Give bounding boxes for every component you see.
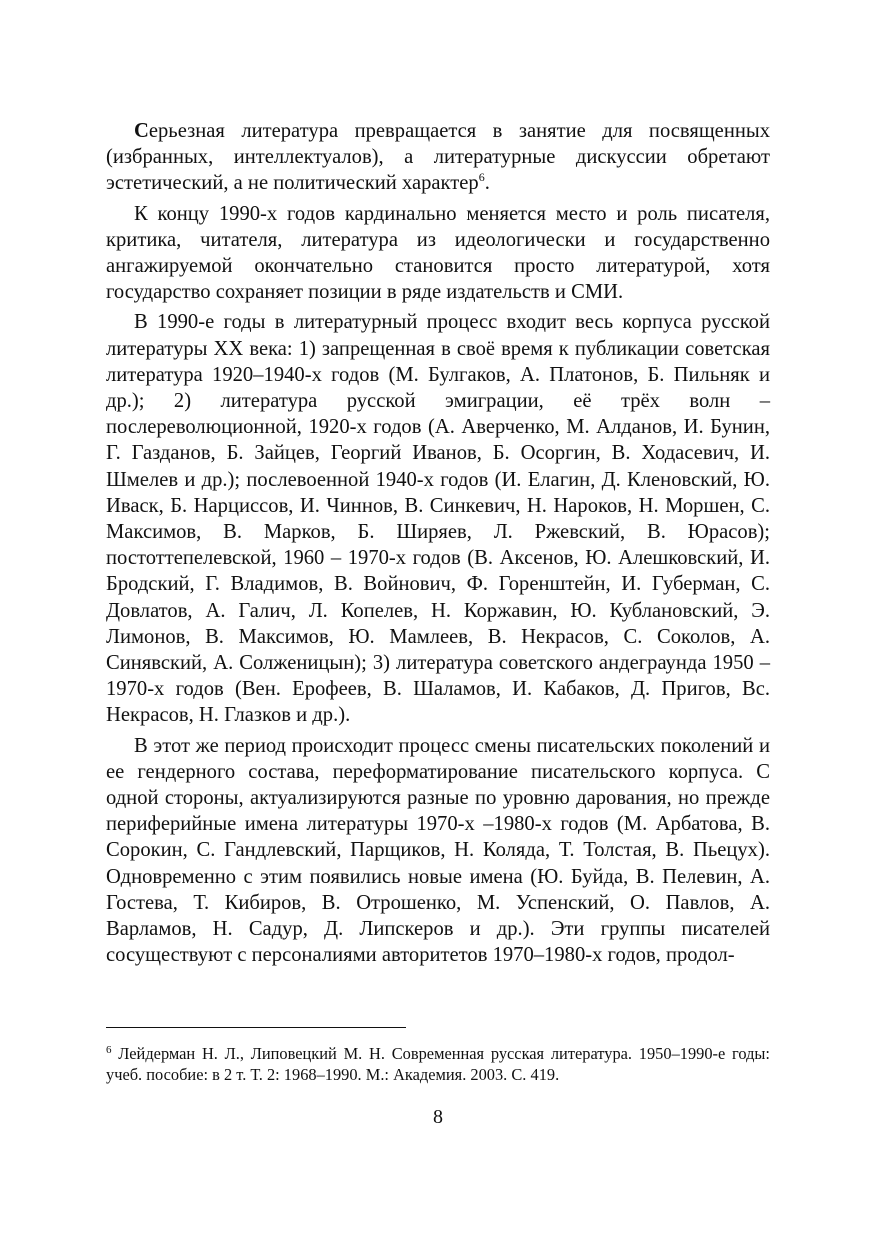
footnote-separator [106, 1027, 406, 1028]
footnote-text: Лейдерман Н. Л., Липовецкий М. Н. Современная русская литература. 1950–1990-е годы: учеб. пособие: в 2 т. Т. 2: 1968–1990. М.: Академия. 2003. С. 419. [106, 1044, 770, 1084]
paragraph-1-text: ерьезная литература превращается в занятие для посвященных (избранных, интеллектуалов), а литературные дискуссии обретают эстетический, а не политический характер [106, 120, 770, 195]
page-number: 8 [433, 1106, 443, 1128]
paragraph-1-end: . [484, 172, 490, 195]
bold-initial-letter: С [134, 120, 149, 142]
footnote [106, 1043, 770, 1085]
footnote-number: 6 [106, 1044, 112, 1056]
paragraph-4: В этот же период происходит процесс смены писательских поколений и ее гендерного состава, переформатирование писательского корпуса. С одной стороны, актуализируются разные по уровню дарования, но прежде периферийные имена литературы 1970-х –1980-х годов (М. Арбатова, В. Сорокин, С. Гандлевский, Парщиков, Н. Коляда, Т. Толстая, В. Пьецух). Одновременно с этим появились новые имена (Ю. Буйда, В. Пелевин, А. Гостева, Т. Кибиров, В. Отрошенко, М. Успенский, О. Павлов, А. Варламов, Н. Садур, Д. Липскеров и др.). Эти группы писателей сосуществуют с персоналиями авторитетов 1970–1980-х годов, продол- [106, 734, 770, 967]
paragraph-2: К концу 1990-х годов кардинально меняется место и роль писателя, критика, читателя, литература из идеологически и государственно ангажируемой окончательно становится просто литературой, хотя государство сохраняет позиции в ряде издательств и СМИ. [106, 202, 770, 304]
paragraph-3: В 1990-е годы в литературный процесс входит весь корпуса русской литературы XX века: 1) запрещенная в своё время к публикации советская литература 1920–1940-х годов (М. Булгаков, А. Платонов, Б. Пильняк и др.); 2) литература русской эмиграции, её трёх волн – послереволюционной, 1920-х годов (А. Аверченко, М. Алданов, И. Бунин, Г. Газданов, Б. Зайцев, Георгий Иванов, Б. Осоргин, В. Ходасевич, И. Шмелев и др.); послевоенной 1940-х годов (И. Елагин, Д. Кленовский, Ю. Иваск, Б. Нарциссов, И. Чиннов, В. Синкевич, Н. Нароков, Н. Моршен, С. Максимов, В. Марков, Б. Ширяев, Л. Ржевский, В. Юрасов); постоттепелевской, 1960 – 1970-х годов (В. Аксенов, Ю. Алешковский, И. Бродский, Г. Владимов, В. Войнович, Ф. Горенштейн, И. Губерман, С. Довлатов, А. Галич, Л. Копелев, Н. Коржавин, Ю. Кублановский, Э. Лимонов, В. Максимов, Ю. Мамлеев, В. Некрасов, С. Соколов, А. Синявский, А. Солженицын); 3) литература советского андеграунда 1950 – 1970-х годов (Вен. Ерофеев, В. Шаламов, И. Кабаков, Д. Пригов, Вс. Некрасов, Н. Глазков и др.). [106, 311, 770, 727]
main-text [106, 118, 770, 973]
paragraph-1 [106, 118, 770, 197]
footnote-reference[interactable]: 6 [478, 170, 485, 185]
